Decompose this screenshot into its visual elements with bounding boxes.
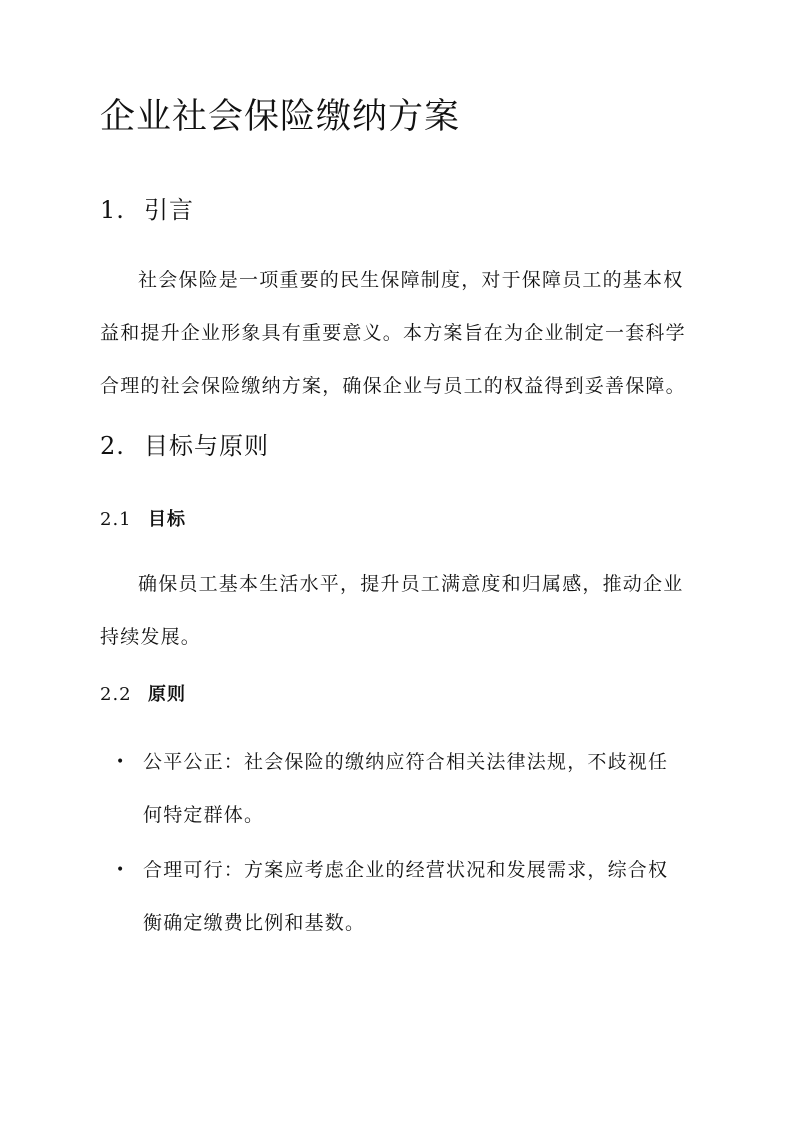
list-item-line: 合理可行：方案应考虑企业的经营状况和发展需求，综合权	[143, 859, 669, 881]
subsection-title: 目标	[148, 509, 186, 530]
section-title: 目标与原则	[144, 432, 269, 460]
subsection-title: 原则	[148, 684, 186, 705]
section-heading-introduction	[100, 192, 194, 228]
list-item-line: 公平公正：社会保险的缴纳应符合相关法律法规，不歧视任	[143, 751, 669, 773]
bullet-icon: •	[116, 754, 126, 770]
principle-list-item	[116, 736, 700, 842]
subsection-number: 2.2	[100, 684, 132, 705]
paragraph-line: 确保员工基本生活水平，提升员工满意度和归属感，推动企业	[138, 573, 684, 595]
subsection-heading-goals	[100, 506, 186, 534]
section-number: 1.	[100, 196, 125, 224]
list-item-line: 衡确定缴费比例和基数。	[143, 912, 366, 934]
principle-list-item	[116, 844, 700, 950]
section-title: 引言	[144, 196, 194, 224]
list-item-line: 何特定群体。	[143, 804, 265, 826]
introduction-paragraph	[100, 254, 700, 413]
goals-paragraph	[100, 558, 700, 664]
subsection-number: 2.1	[100, 509, 132, 530]
paragraph-line: 持续发展。	[100, 626, 202, 648]
paragraph-line: 合理的社会保险缴纳方案，确保企业与员工的权益得到妥善保障。	[100, 375, 686, 397]
document-title: 企业社会保险缴纳方案	[100, 97, 461, 137]
paragraph-line: 社会保险是一项重要的民生保障制度，对于保障员工的基本权	[138, 269, 684, 291]
section-number: 2.	[100, 432, 125, 460]
subsection-heading-principles	[100, 681, 186, 709]
section-heading-goals-principles	[100, 428, 269, 464]
paragraph-line: 益和提升企业形象具有重要意义。本方案旨在为企业制定一套科学	[100, 322, 686, 344]
bullet-icon: •	[116, 862, 126, 878]
